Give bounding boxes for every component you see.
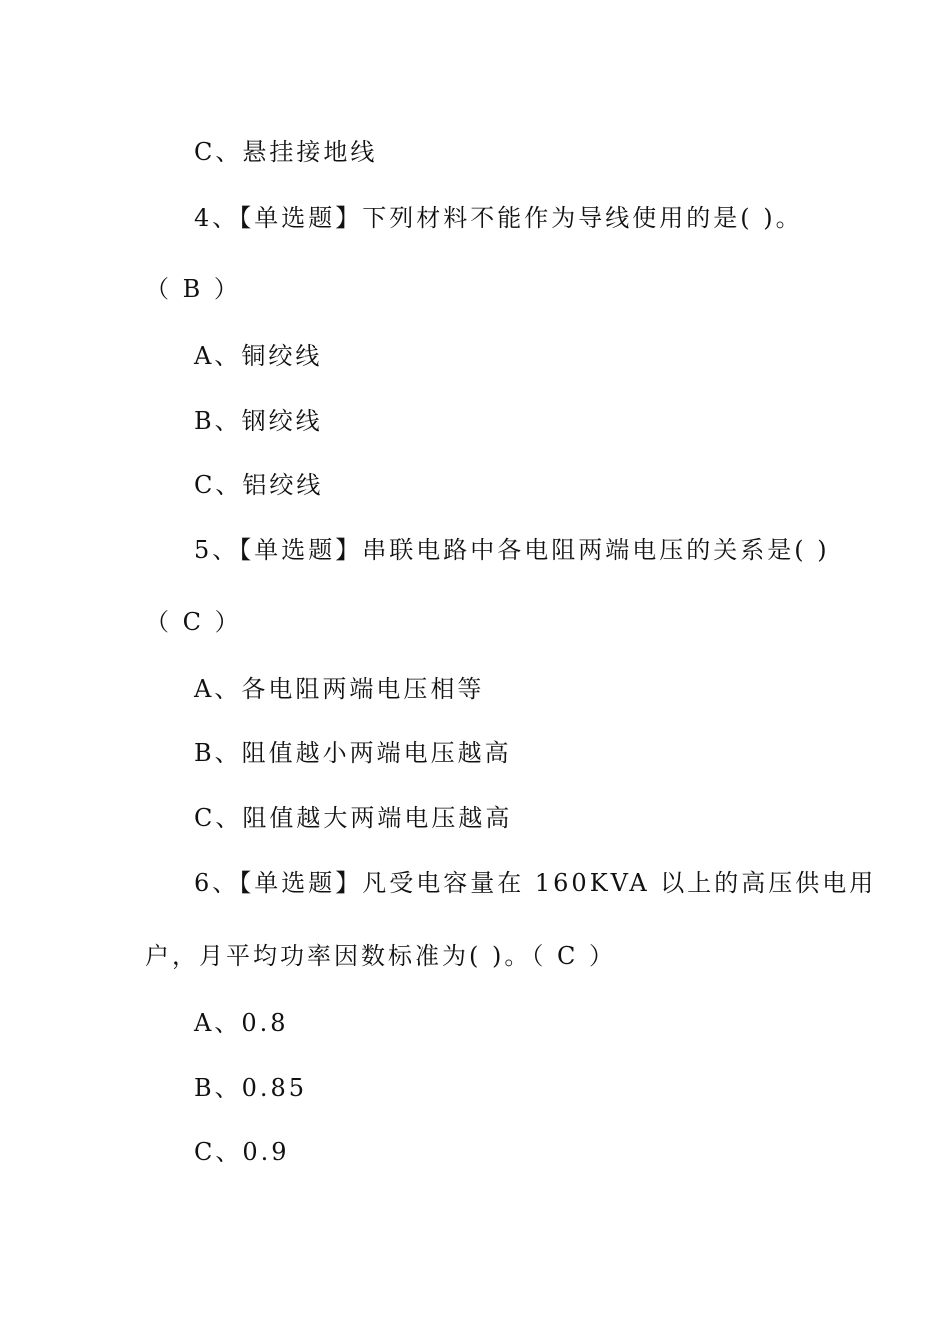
option-c-q3: C、悬挂接地线 [194,138,378,166]
option-c-q4: C、铝绞线 [194,471,324,499]
answer-q4: （ B ） [145,275,241,303]
option-c-q6: C、0.9 [194,1138,290,1166]
option-a-q5: A、各电阻两端电压相等 [194,675,485,703]
question-6-continued: 户，月平均功率因数标准为( )。（ C ） [145,942,616,970]
option-c-q5: C、阻值越大两端电压越高 [194,804,513,832]
option-b-q6: B、0.85 [194,1074,308,1102]
answer-q5: （ C ） [145,608,242,636]
option-b-q4: B、钢绞线 [194,407,323,435]
question-4: 4、【单选题】下列材料不能作为导线使用的是( )。 [194,204,803,232]
option-b-q5: B、阻值越小两端电压越高 [194,739,512,767]
question-6: 6、【单选题】凡受电容量在 160KVA 以上的高压供电用 [194,869,877,897]
question-5: 5、【单选题】串联电路中各电阻两端电压的关系是( ) [194,536,830,564]
option-a-q6: A、0.8 [194,1009,289,1037]
option-a-q4: A、铜绞线 [194,342,323,370]
